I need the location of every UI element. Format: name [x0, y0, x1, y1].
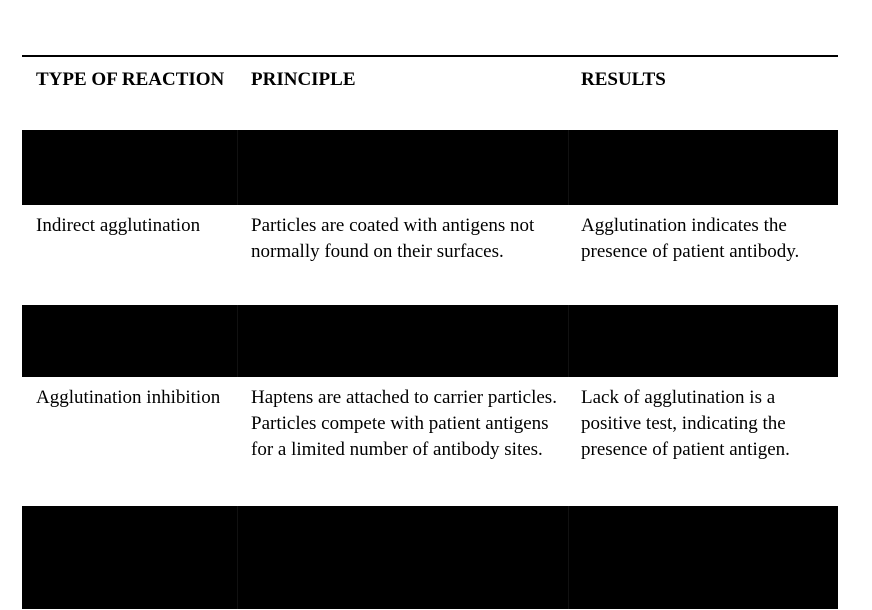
cell-principle — [237, 205, 568, 305]
table-row — [22, 377, 838, 506]
redacted-cell — [237, 130, 568, 205]
redacted-cell — [237, 506, 568, 609]
header-principle — [237, 57, 568, 130]
cell-results-text: Agglutination indicates the presence of patient antibody. — [581, 215, 800, 262]
redacted-cell — [22, 130, 237, 205]
redacted-cell — [22, 506, 237, 609]
redacted-cell — [22, 305, 237, 377]
cell-results — [568, 205, 838, 305]
redacted-row — [22, 130, 838, 205]
redacted-row — [22, 506, 838, 609]
cell-principle — [237, 377, 568, 506]
redacted-cell — [568, 130, 838, 205]
header-results — [568, 57, 838, 130]
cell-results-text: Lack of agglutination is a positive test, indicating the presence of patient antigen. — [581, 387, 790, 460]
header-type-label: TYPE OF REACTION — [36, 69, 225, 90]
cell-results — [568, 377, 838, 506]
cell-type-text: Indirect agglutination — [36, 215, 201, 236]
cell-principle-text: Haptens are attached to carrier particles. Particles compete with patient antigens for a limited number of antibody sites. — [251, 387, 557, 460]
redacted-cell — [568, 305, 838, 377]
reaction-table-container — [22, 55, 838, 609]
redacted-cell — [237, 305, 568, 377]
redacted-cell — [568, 506, 838, 609]
redacted-row — [22, 305, 838, 377]
header-results-label: RESULTS — [581, 69, 666, 90]
reaction-table — [22, 57, 838, 609]
table-header-row — [22, 57, 838, 130]
cell-type — [22, 205, 237, 305]
cell-type-text: Agglutination inhibition — [36, 387, 221, 408]
table-row — [22, 205, 838, 305]
header-type-of-reaction — [22, 57, 237, 130]
cell-principle-text: Particles are coated with antigens not normally found on their surfaces. — [251, 215, 535, 262]
header-principle-label: PRINCIPLE — [251, 69, 356, 90]
cell-type — [22, 377, 237, 506]
